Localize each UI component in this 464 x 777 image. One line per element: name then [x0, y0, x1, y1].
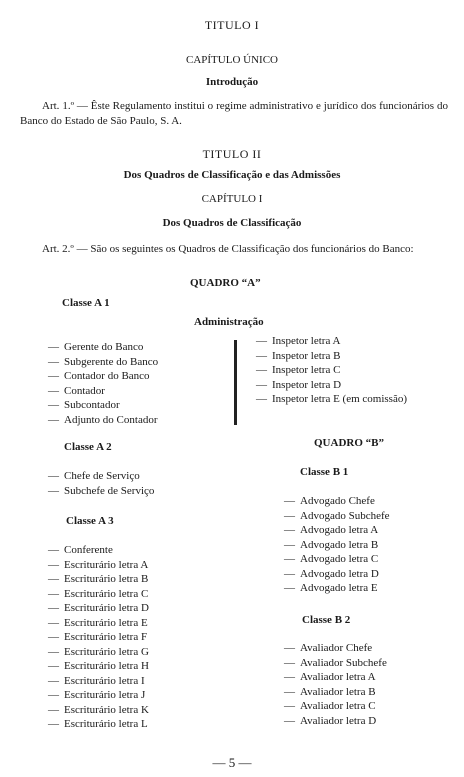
list-item: — Avaliador letra C [284, 700, 376, 712]
list-item: — Inspetor letra C [256, 364, 341, 376]
list-item: — Advogado Subchefe [284, 509, 390, 522]
capitulo-1: CAPÍTULO I [201, 193, 263, 205]
list-item: — Contador [48, 384, 105, 397]
list-item: — Advogado letra A [284, 524, 379, 536]
list-item: — Escriturário letra B [48, 573, 149, 585]
titulo-2-subtitle: Dos Quadros de Classificação e das Admissões [123, 169, 341, 181]
list-item: — Inspetor letra B [256, 349, 341, 362]
capitulo-unico: CAPÍTULO ÚNICO [186, 54, 278, 66]
art-2-paragraph [20, 242, 448, 257]
titulo-2: TITULO II [202, 147, 262, 161]
column-divider [234, 340, 237, 425]
list-item: — Adjunto do Contador [48, 413, 158, 426]
quadro-a-title: QUADRO “A” [190, 277, 261, 289]
list-item: — Avaliador Chefe [284, 642, 373, 654]
art-2-text: Art. 2.º — São os seguintes os Quadros de Classificação dos funcionários do Banco: [42, 243, 414, 255]
list-item: — Inspetor letra A [256, 335, 341, 347]
list-item: — Avaliador letra B [284, 685, 376, 698]
list-item: — Subcontador [48, 399, 120, 411]
list-item: — Advogado Chefe [284, 495, 375, 507]
list-item: — Chefe de Serviço [48, 470, 140, 482]
list-item: — Escriturário letra G [48, 645, 149, 658]
classe-b2-list [284, 641, 387, 728]
list-item: — Contador do Banco [48, 370, 150, 382]
list-item: — Advogado letra D [284, 567, 379, 580]
list-item: — Gerente do Banco [48, 341, 144, 353]
list-item: — Escriturário letra K [48, 703, 149, 716]
administracao-title: Administração [194, 316, 264, 328]
list-item: — Advogado letra E [284, 582, 378, 594]
list-item: — Subchefe de Serviço [48, 484, 155, 497]
page-number: — 5 — [212, 755, 252, 770]
list-item: — Escriturário letra D [48, 602, 149, 614]
classe-a1-list [48, 340, 158, 427]
titulo-1: TITULO I [204, 18, 260, 32]
classe-a1-title: Classe A 1 [62, 297, 110, 309]
list-item: — Escriturário letra I [48, 674, 145, 687]
list-item: — Escriturário letra A [48, 558, 149, 571]
classe-a3-title: Classe A 3 [66, 515, 114, 527]
classe-a2-list [48, 469, 154, 498]
list-item: — Conferente [48, 544, 113, 556]
inspetor-list [256, 334, 407, 407]
classe-a3-list [48, 543, 149, 732]
list-item: — Escriturário letra J [48, 689, 146, 701]
list-item: — Escriturário letra E [48, 616, 148, 629]
introducao-heading: Introdução [205, 76, 259, 88]
classe-b1-list [284, 494, 390, 596]
list-item: — Inspetor letra D [256, 378, 342, 391]
list-item: — Avaliador letra D [284, 714, 377, 727]
list-item: — Escriturário letra L [48, 718, 148, 730]
list-item: — Advogado letra B [284, 538, 379, 551]
list-item: — Advogado letra C [284, 553, 379, 565]
list-item: — Escriturário letra H [48, 660, 149, 672]
list-item: — Subgerente do Banco [48, 355, 159, 368]
classe-b2-title: Classe B 2 [302, 614, 351, 626]
art-1-paragraph [20, 99, 448, 129]
classe-a2-title: Classe A 2 [64, 441, 112, 453]
quadro-b-title: QUADRO “B” [314, 437, 384, 449]
list-item: — Escriturário letra F [48, 631, 148, 643]
list-item: — Avaliador letra A [284, 671, 376, 683]
capitulo-1-subtitle: Dos Quadros de Classificação [162, 217, 302, 229]
list-item: — Avaliador Subchefe [284, 656, 387, 669]
classe-b1-title: Classe B 1 [300, 466, 349, 478]
art-1-text: Art. 1.º — Êste Regulamento institui o regime administrativo e jurídico dos funcionários do Banco do Estado de São Paulo, S. A. [20, 100, 448, 127]
list-item: — Inspetor letra E (em comissão) [256, 393, 408, 405]
list-item: — Escriturário letra C [48, 587, 149, 600]
